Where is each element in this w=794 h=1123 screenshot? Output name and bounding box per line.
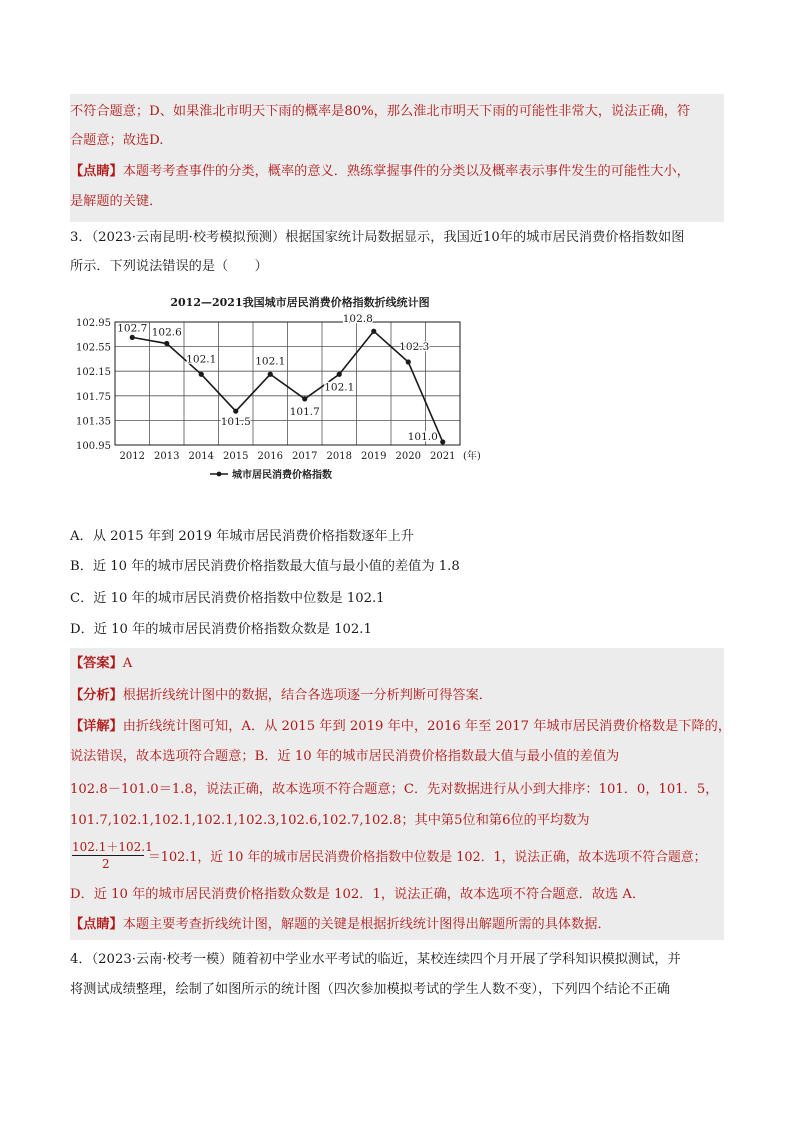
detail-line-4: 101.7,102.1,102.1,102.1,102.3,102.6,102.7,102.8；其中第5位和第6位的平均数为 [70,813,590,828]
dianjing-text-2: 本题主要考查折线统计图，解题的关键是根据折线统计图得出解题所需的具体数据． [122,917,611,932]
analysis-line [70,686,492,706]
fraction-bar [72,855,144,856]
fraction-denominator: 2 [102,857,110,871]
dianjing-tag: 【点睛】 [70,164,123,179]
fraction-numerator: 102.1＋102.1 [72,840,153,854]
data-label: 102.1 [255,355,286,368]
data-point [371,329,376,334]
prev-solution-line-1: 不符合题意；D、如果淮北市明天下雨的概率是80%，那么淮北市明天下雨的可能性非常大，说法正确，符 [70,104,691,119]
answer-line [70,654,132,674]
detail-line-5: ＝102.1，近 10 年的城市居民消费价格指数中位数是 102．1，说法正确，故本选项不符合题意； [148,850,707,865]
x-axis-unit: (年) [463,451,481,462]
question-4-line-2: 将测试成绩整理，绘制了如图所示的统计图（四次参加模拟考试的学生人数不变），下列四个结论不正确 [70,982,671,997]
median-fraction [72,838,153,874]
data-label: 102.7 [117,322,148,335]
data-label: 102.8 [342,313,373,326]
x-tick-label: 2014 [188,451,214,462]
x-tick-label: 2019 [361,451,387,462]
question-3-line-2: 所示．下列说法错误的是（ ） [70,259,268,274]
legend-marker-icon [217,472,222,477]
data-point [199,372,204,377]
answer-tag: 【答案】 [70,656,123,671]
data-label: 101.5 [220,416,251,429]
detail-tag: 【详解】 [70,719,123,734]
data-point [406,359,411,364]
question-4-line-1: 4．（2023·云南·校考一模）随着初中学业水平考试的临近，某校连续四个月开展了学科知识模拟测试，并 [70,952,681,967]
data-point [302,396,307,401]
chart-title: 2012—2021我国城市居民消费价格指数折线统计图 [170,296,430,309]
x-tick-label: 2017 [292,451,318,462]
x-tick-label: 2016 [257,451,283,462]
detail-line-3: 102.8－101.0＝1.8，说法正确，故本选项不符合题意；C．先对数据进行从小到大排序：101．0，101．5， [70,782,719,797]
y-tick-label: 101.75 [76,391,111,403]
data-point [440,439,445,444]
detail-line-2: 说法错误，故本选项符合题意；B．近 10 年的城市居民消费价格指数最大值与最小值的差值为 [70,749,620,764]
x-tick-label: 2018 [326,451,352,462]
cpi-line-chart [70,292,490,514]
data-label: 101.7 [289,405,320,418]
answer-value: A [122,656,133,671]
legend-label: 城市居民消费价格指数 [232,470,332,481]
option-c: C．近 10 年的城市居民消费价格指数中位数是 102.1 [70,591,385,606]
detail-line-6: D．近 10 年的城市居民消费价格指数众数是 102．1，说法正确，故本选项不符合题意．故选 A． [70,887,646,902]
data-label: 102.1 [186,353,217,366]
prev-dianjing-line-2: 是解题的关键． [70,194,163,209]
analysis-text: 根据折线统计图中的数据，结合各选项逐一分析判断可得答案． [122,688,492,703]
data-label: 102.6 [151,326,182,339]
prev-solution-line-2: 合题意；故选D. [70,133,164,148]
data-point [337,372,342,377]
x-tick-label: 2015 [223,451,249,462]
x-tick-label: 2021 [430,451,456,462]
data-point [130,335,135,340]
x-tick-label: 2013 [154,451,180,462]
data-point [268,372,273,377]
y-tick-label: 100.95 [76,441,111,452]
y-tick-label: 102.55 [76,342,111,354]
dianjing-text: 本题考考查事件的分类，概率的意义．熟练掌握事件的分类以及概率表示事件发生的可能性大小， [122,164,690,179]
dianjing-tag-2: 【点睛】 [70,917,123,932]
question-3-line-1: 3．（2023·云南昆明·校考模拟预测）根据国家统计局数据显示，我国近10年的城市居民消费价格指数如图 [70,230,685,245]
y-tick-label: 102.15 [76,367,111,379]
x-tick-label: 2020 [395,451,421,462]
chart-svg [70,292,490,514]
y-tick-label: 102.95 [76,318,111,329]
data-point [164,341,169,346]
data-label: 101.0 [407,430,438,443]
option-b: B．近 10 年的城市居民消费价格指数最大值与最小值的差值为 1.8 [70,559,460,574]
detail-line-1 [70,717,731,737]
data-label: 102.3 [399,340,430,353]
previous-solution-block [70,94,724,222]
solution-block [70,648,732,940]
data-label: 102.1 [324,381,355,394]
dianjing-line [70,915,611,935]
analysis-tag: 【分析】 [70,688,123,703]
x-tick-label: 2012 [119,451,145,462]
option-a: A．从 2015 年到 2019 年城市居民消费价格指数逐年上升 [70,529,414,544]
y-tick-label: 101.35 [76,416,111,428]
data-point [233,409,238,414]
prev-dianjing-line-1 [70,162,690,182]
detail-text-1: 由折线统计图可知，A．从 2015 年到 2019 年中，2016 年至 2017 年城市居民消费价格数是下降的， [122,719,732,734]
option-d: D．近 10 年的城市居民消费价格指数众数是 102.1 [70,622,372,637]
